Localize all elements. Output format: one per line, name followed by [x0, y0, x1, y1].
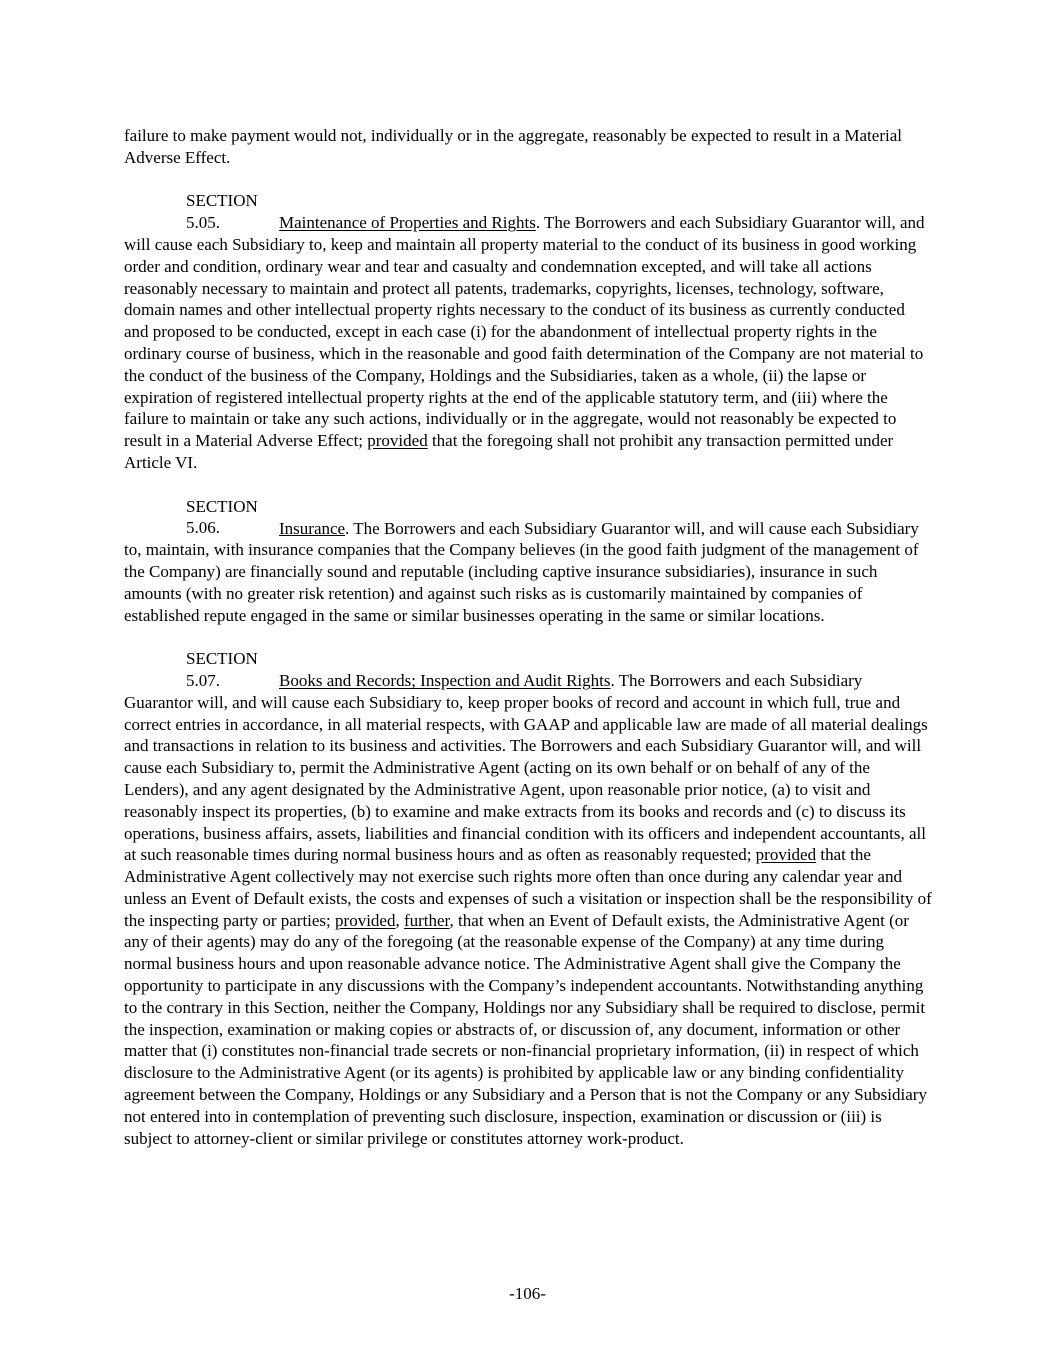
- section-5-07-number: SECTION 5.07.: [186, 649, 258, 690]
- section-5-07-body-4: , that when an Event of Default exists, the Administrative Agent (or any of their agents) may do any of the foregoing (at the reasonable expense of the Company) at any time during normal business hours and upon reasonable advance notice. The Administrative Agent shall give the Company the opportunity to participate in any discussions with the Company’s independent accountants. Notwithstanding anything to the contrary in this Section, neither the Company, Holdings nor any Subsidiary shall be required to disclose, permit the inspection, examination or making copies or abstracts of, or discussion of, any document, information or other matter that (i) constitutes non-financial trade secrets or non-financial proprietary information, (ii) in respect of which disclosure to the Administrative Agent (or its agents) is prohibited by applicable law or any binding confidentiality agreement between the Company, Holdings or any Subsidiary and a Person that is not the Company or any Subsidiary not entered into in contemplation of preventing such disclosure, inspection, examination or discussion or (iii) is subject to attorney-client or similar privilege or constitutes attorney work-product.: [124, 910, 927, 1148]
- document-body: [124, 125, 932, 1171]
- section-5-05-heading: Maintenance of Properties and Rights: [279, 213, 536, 233]
- page-number: -106-: [509, 1284, 546, 1303]
- section-5-07-paragraph: [124, 648, 932, 1149]
- section-5-07-body-3: ,: [395, 910, 404, 930]
- section-5-05-paragraph: [124, 190, 932, 473]
- section-5-05-body-1: . The Borrowers and each Subsidiary Guarantor will, and will cause each Subsidiary to, keep and maintain all property material to the conduct of its business in good working order and condition, ordinary wear and tear and casualty and condemnation excepted, and will take all actions reasonably necessary to maintain and protect all patents, trademarks, copyrights, licenses, technology, software, domain names and other intellectual property rights necessary to the conduct of its business as currently conducted and proposed to be conducted, except in each case (i) for the abandonment of intellectual property rights in the ordinary course of business, which in the reasonable and good faith determination of the Company are not material to the conduct of the business of the Company, Holdings and the Subsidiaries, taken as a whole, (ii) the lapse or expiration of registered intellectual property rights at the end of the applicable statutory term, and (iii) where the failure to maintain or take any such actions, individually or in the aggregate, would not reasonably be expected to result in a Material Adverse Effect;: [124, 213, 925, 451]
- section-5-05-provided-term: provided: [367, 431, 428, 451]
- intro-text: failure to make payment would not, individually or in the aggregate, reasonably be expected to result in a Material Adverse Effect.: [124, 126, 902, 167]
- section-5-07-heading: Books and Records; Inspection and Audit Rights: [279, 670, 611, 690]
- section-5-07-further-term: further: [403, 910, 450, 930]
- section-5-07-provided-term-1: provided: [755, 845, 817, 865]
- intro-paragraph: [124, 125, 932, 169]
- section-5-05-number: SECTION 5.05.: [186, 191, 258, 233]
- section-5-05-body-2: that the foregoing shall not prohibit any transaction permitted under Article VI.: [124, 431, 894, 472]
- section-5-07-body-1: . The Borrowers and each Subsidiary Guarantor will, and will cause each Subsidiary to, keep proper books of record and account in which full, true and correct entries in accordance, in all material respects, with GAAP and applicable law are made of all material dealings and transactions in relation to its business and activities. The Borrowers and each Subsidiary Guarantor will, and will cause each Subsidiary to, permit the Administrative Agent (acting on its own behalf or on behalf of any of the Lenders), and any agent designated by the Administrative Agent, upon reasonable prior notice, (a) to visit and reasonably inspect its properties, (b) to examine and make extracts from its books and records and (c) to discuss its operations, business affairs, assets, liabilities and financial condition with its officers and independent accountants, all at such reasonable times during normal business hours and as often as reasonably requested;: [124, 670, 928, 865]
- section-5-06-paragraph: [124, 496, 932, 627]
- section-5-06-number: SECTION 5.06.: [186, 496, 258, 538]
- section-5-07-body-2: that the Administrative Agent collectively may not exercise such rights more often than once during any calendar year and unless an Event of Default exists, the costs and expenses of such a visitation or inspection shall be the responsibility of the inspecting party or parties;: [124, 845, 932, 930]
- section-5-06-heading: Insurance: [279, 518, 346, 538]
- section-5-07-provided-term-2: provided: [335, 910, 396, 930]
- section-5-06-body-1: . The Borrowers and each Subsidiary Guarantor will, and will cause each Subsidiary to, maintain, with insurance companies that the Company believes (in the good faith judgment of the management of the Company) are financially sound and reputable (including captive insurance subsidiaries), insurance in such amounts (with no greater risk retention) and against such risks as is customarily maintained by companies of established repute engaged in the same or similar businesses operating in the same or similar locations.: [124, 518, 919, 625]
